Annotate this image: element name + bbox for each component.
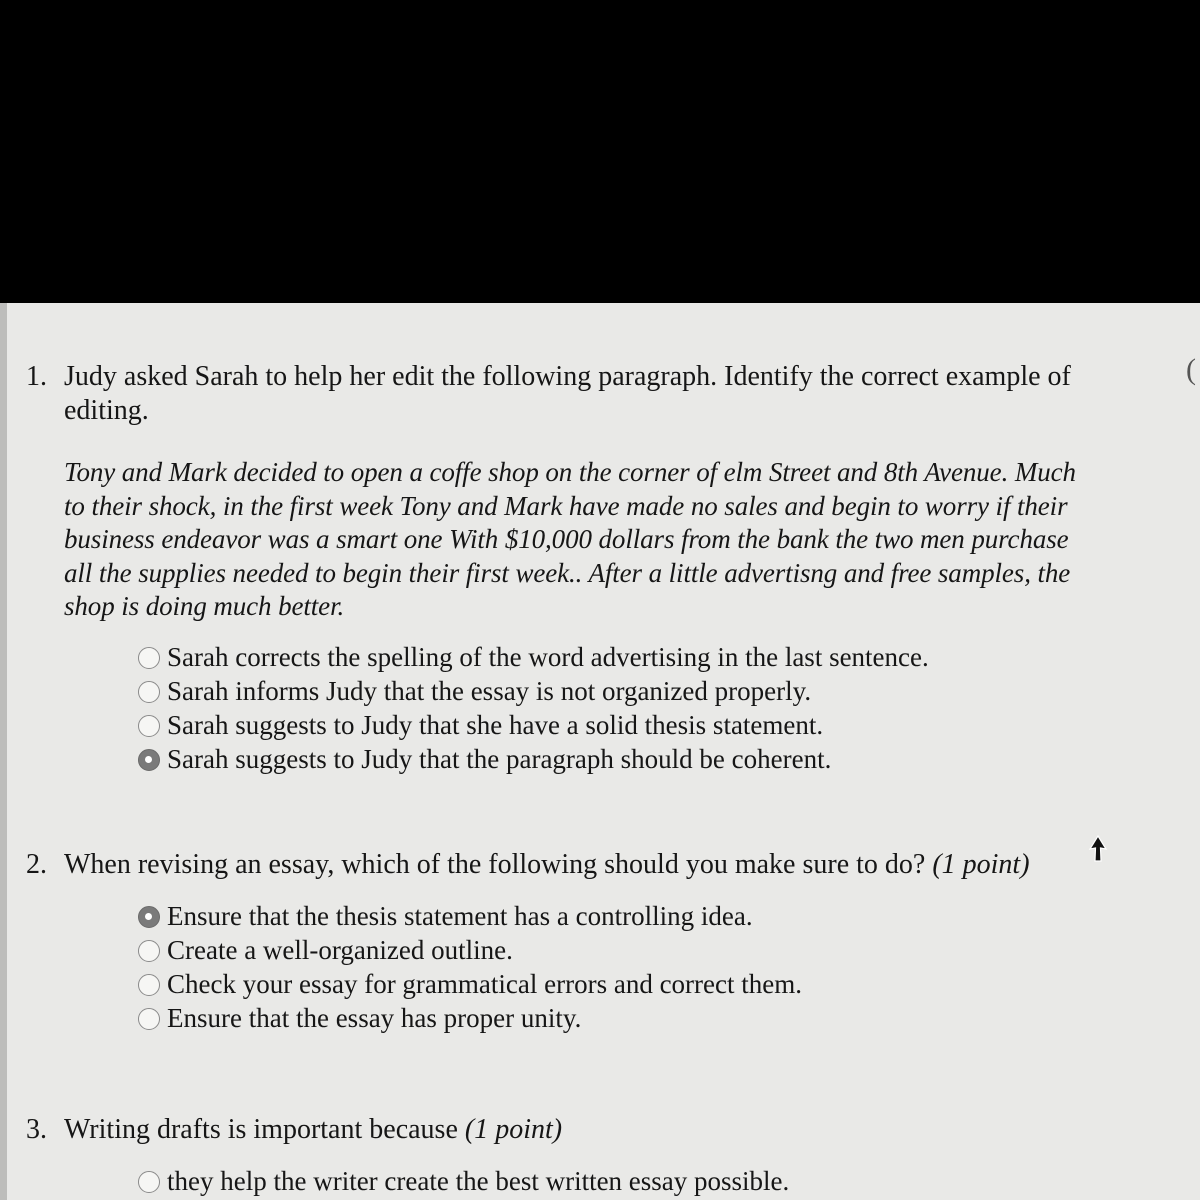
answer-option-label: Sarah suggests to Judy that she have a solid thesis statement. xyxy=(167,710,824,740)
radio-unselected-icon[interactable] xyxy=(138,715,160,737)
question-2-points: (1 point) xyxy=(932,849,1030,880)
answer-option-selected[interactable] xyxy=(138,899,802,933)
question-1-prompt-line-1: Judy asked Sarah to help her edit the following paragraph. Identify the correct example of xyxy=(64,361,1071,392)
answer-option-label: they help the writer create the best written essay possible. xyxy=(167,1166,790,1196)
question-2-prompt-text: When revising an essay, which of the following should you make sure to do? xyxy=(64,849,926,880)
radio-unselected-icon[interactable] xyxy=(138,974,160,996)
radio-unselected-icon[interactable] xyxy=(138,647,160,669)
question-3-number: 3. xyxy=(26,1114,47,1145)
answer-option-label: Check your essay for grammatical errors and correct them. xyxy=(167,969,802,999)
question-2-number: 2. xyxy=(26,849,47,880)
question-1-passage xyxy=(64,456,1174,624)
answer-option-label: Create a well-organized outline. xyxy=(167,935,513,965)
passage-line: Tony and Mark decided to open a coffe shop on the corner of elm Street and 8th Avenue. Much xyxy=(64,457,1076,487)
answer-option[interactable] xyxy=(138,640,929,674)
answer-option[interactable] xyxy=(138,1001,802,1035)
question-1-prompt xyxy=(64,360,1144,428)
question-2-options xyxy=(138,899,802,1035)
radio-unselected-icon[interactable] xyxy=(138,1171,160,1193)
question-3-prompt xyxy=(64,1113,1144,1147)
question-3-prompt-text: Writing drafts is important because xyxy=(64,1114,458,1145)
answer-option[interactable] xyxy=(138,674,929,708)
answer-option-label: Ensure that the thesis statement has a controlling idea. xyxy=(167,901,753,931)
quiz-page xyxy=(0,303,1200,1200)
answer-option[interactable] xyxy=(138,1164,789,1198)
window-left-edge xyxy=(0,303,7,1200)
answer-option-selected[interactable] xyxy=(138,742,929,776)
answer-option-label: Sarah corrects the spelling of the word advertising in the last sentence. xyxy=(167,642,929,672)
passage-line: all the supplies needed to begin their first week.. After a little advertisng and free samples, the xyxy=(64,557,1071,588)
answer-option[interactable] xyxy=(138,708,929,742)
passage-line: business endeavor was a smart one With $10,000 dollars from the bank the two men purchase xyxy=(64,524,1069,554)
radio-unselected-icon[interactable] xyxy=(138,940,160,962)
arrow-cursor-icon xyxy=(1088,835,1108,863)
radio-unselected-icon[interactable] xyxy=(138,681,160,703)
answer-option[interactable] xyxy=(138,933,802,967)
question-1-options xyxy=(138,640,929,776)
radio-selected-icon[interactable] xyxy=(138,906,160,928)
question-2-prompt xyxy=(64,848,1144,882)
question-3-points: (1 point) xyxy=(464,1114,563,1145)
answer-option-label: Ensure that the essay has proper unity. xyxy=(167,1003,582,1033)
question-1-number: 1. xyxy=(26,361,47,392)
cut-off-text-fragment: ( xyxy=(1186,353,1196,386)
radio-selected-icon[interactable] xyxy=(138,749,160,771)
answer-option-label: Sarah informs Judy that the essay is not organized properly. xyxy=(167,676,812,706)
answer-option-label: Sarah suggests to Judy that the paragraph should be coherent. xyxy=(167,744,832,774)
question-1-prompt-line-2: editing. xyxy=(64,395,149,426)
answer-option[interactable] xyxy=(138,967,802,1001)
passage-line: shop is doing much better. xyxy=(64,591,345,621)
question-3-options xyxy=(138,1164,789,1198)
passage-line: to their shock, in the first week Tony and Mark have made no sales and begin to worry if their xyxy=(64,490,1068,521)
radio-unselected-icon[interactable] xyxy=(138,1008,160,1030)
